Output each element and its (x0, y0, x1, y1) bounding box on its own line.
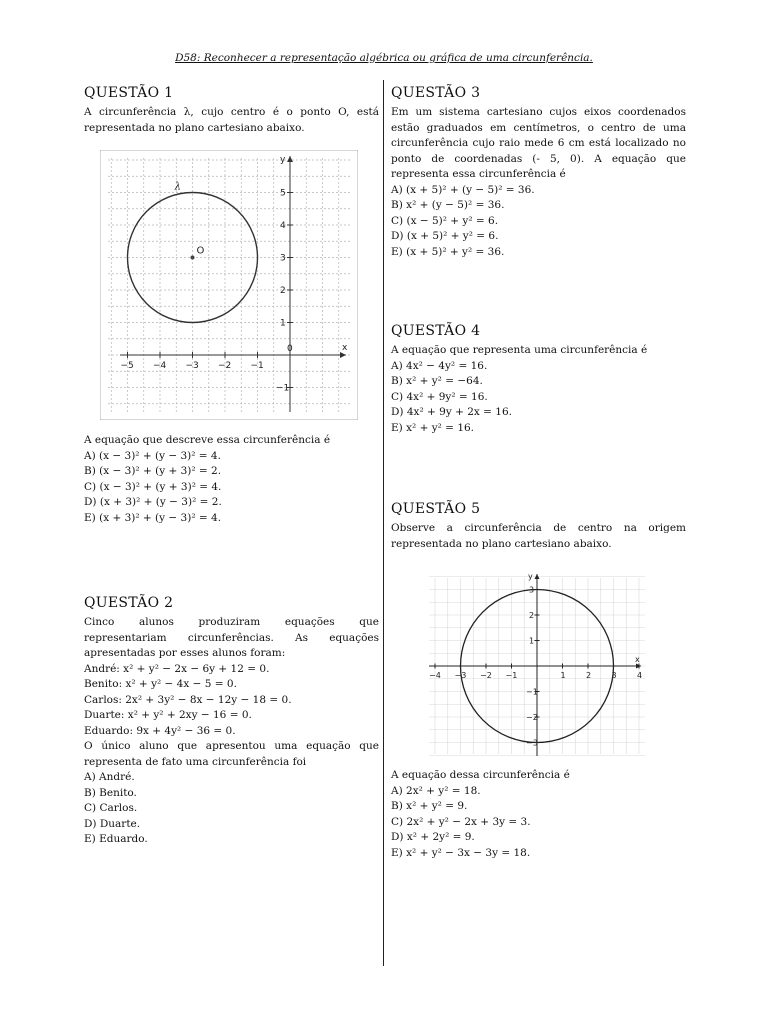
y-axis-label: y (280, 155, 286, 165)
y-tick-label: 5 (280, 188, 286, 199)
question-1 (84, 84, 379, 526)
option-b: B) (x − 3)² + (y + 3)² = 2. (84, 465, 222, 477)
column-divider (383, 80, 384, 966)
question-5 (391, 500, 686, 861)
y-tick-label: −3 (526, 738, 538, 748)
x-tick-label: 1 (560, 671, 566, 680)
question-1-title: QUESTÃO 1 (84, 85, 174, 101)
origin-label: 0 (287, 344, 293, 354)
x-tick-label: −1 (505, 671, 518, 680)
x-tick-label: −5 (120, 361, 134, 371)
x-tick-label: −1 (250, 361, 264, 371)
option-c: C) (x − 3)² + (y + 3)² = 4. (84, 480, 222, 493)
x-tick-label: −4 (153, 361, 167, 371)
option-b: B) Benito. (84, 786, 137, 799)
x-tick-label: −2 (480, 671, 492, 680)
option-a: A) (x + 5)² + (y − 5)² = 36. (391, 183, 535, 196)
question-2-title: QUESTÃO 2 (84, 595, 174, 611)
option-e: E) (x + 3)² + (y − 3)² = 4. (84, 511, 222, 524)
question-5-title: QUESTÃO 5 (391, 501, 481, 517)
question-1-prompt: A equação que descreve essa circunferência é (84, 434, 331, 446)
equation-benito: Benito: x² + y² − 4x − 5 = 0. (84, 678, 237, 690)
left-column (84, 84, 379, 964)
y-tick-label: 2 (529, 611, 535, 620)
equation-andre: André: x² + y² − 2x − 6y + 12 = 0. (84, 662, 270, 675)
option-e: E) x² + y² − 3x − 3y = 18. (391, 846, 531, 859)
option-a: A) 4x² − 4y² = 16. (391, 359, 488, 372)
option-b: B) x² + y² = −64. (391, 375, 483, 387)
y-tick-label: −2 (526, 713, 538, 722)
question-4 (391, 322, 686, 436)
option-d: D) (x + 5)² + y² = 6. (391, 230, 499, 242)
option-c: C) 2x² + y² − 2x + 3y = 3. (391, 815, 531, 828)
y-tick-label: 1 (280, 318, 286, 329)
question-1-text: A circunferência λ, cujo centro é o ponto O, está representada no plano cartesiano abaixo. (84, 106, 379, 134)
question-5-text: Observe a circunferência de centro na origem representada no plano cartesiano abaixo. (391, 522, 686, 550)
equation-duarte: Duarte: x² + y² + 2xy − 16 = 0. (84, 709, 252, 721)
option-d: D) Duarte. (84, 817, 141, 830)
question-2-options (84, 770, 379, 848)
y-tick-label: 3 (280, 253, 286, 264)
equation-carlos: Carlos: 2x² + 3y² − 8x − 12y − 18 = 0. (84, 693, 292, 706)
question-2-text: Cinco alunos produziram equações que representariam circunferências. As equações apresentadas por esses alunos foram: (84, 616, 379, 659)
page-header: D58: Reconhecer a representação algébrica ou gráfica de uma circunferência. (175, 52, 593, 64)
question-1-options (84, 449, 379, 527)
x-tick-label: 2 (586, 671, 592, 680)
option-b: B) x² + y² = 9. (391, 800, 468, 812)
question-2-prompt: O único aluno que apresentou uma equação que representa de fato uma circunferência foi (84, 740, 379, 768)
question-3-text: Em um sistema cartesiano cujos eixos coordenados estão graduados em centímetros, o centro de uma circunferência cujo raio mede 6 cm está localizado no ponto de coordenadas (- 5, 0). A equação que representa essa circunferência é (391, 106, 686, 180)
question-2 (84, 594, 379, 848)
question-5-options (391, 784, 686, 862)
x-axis-label: x (635, 655, 640, 664)
center-label: O (196, 245, 205, 257)
x-tick-label: 4 (637, 671, 643, 680)
option-e: E) x² + y² = 16. (391, 421, 475, 434)
x-tick-label: −3 (454, 671, 467, 680)
y-tick-label: 2 (280, 286, 286, 296)
x-tick-label: −3 (185, 361, 199, 371)
y-tick-label: 1 (529, 636, 535, 646)
option-d: D) (x + 3)² + (y − 3)² = 2. (84, 496, 222, 508)
x-tick-label: −2 (218, 361, 232, 371)
option-c: C) Carlos. (84, 802, 138, 814)
option-a: A) (x − 3)² + (y − 3)² = 4. (84, 449, 221, 462)
y-tick-label: 3 (529, 585, 535, 595)
x-axis-label: x (342, 343, 348, 353)
option-c: C) 4x² + 9y² = 16. (391, 390, 488, 403)
question-4-title: QUESTÃO 4 (391, 323, 481, 339)
x-tick-label: 3 (611, 671, 617, 680)
question-5-prompt: A equação dessa circunferência é (391, 769, 570, 781)
question-3 (391, 84, 686, 260)
x-tick-label: −4 (429, 671, 441, 680)
y-axis-label: y (528, 572, 533, 581)
option-e: E) Eduardo. (84, 833, 148, 845)
y-tick-label: −1 (276, 383, 290, 394)
option-c: C) (x − 5)² + y² = 6. (391, 214, 499, 227)
question-5-graph (427, 568, 647, 758)
y-tick-label: −1 (526, 687, 538, 697)
question-4-options (391, 359, 686, 437)
right-column (391, 84, 686, 964)
equation-eduardo: Eduardo: 9x + 4y² − 36 = 0. (84, 724, 236, 737)
option-d: D) x² + 2y² = 9. (391, 831, 475, 843)
question-3-title: QUESTÃO 3 (391, 85, 481, 101)
question-4-text: A equação que representa uma circunferência é (391, 344, 648, 356)
center-point (191, 256, 195, 260)
option-e: E) (x + 5)² + y² = 36. (391, 245, 505, 258)
option-a: A) André. (84, 771, 135, 783)
question-1-graph (100, 150, 358, 420)
option-a: A) 2x² + y² = 18. (391, 784, 481, 797)
question-3-options (391, 183, 686, 261)
option-d: D) 4x² + 9y + 2x = 16. (391, 406, 512, 418)
y-tick-label: 4 (280, 221, 286, 231)
curve-label: λ (174, 181, 181, 193)
option-b: B) x² + (y − 5)² = 36. (391, 199, 505, 211)
graph-frame (100, 150, 358, 420)
